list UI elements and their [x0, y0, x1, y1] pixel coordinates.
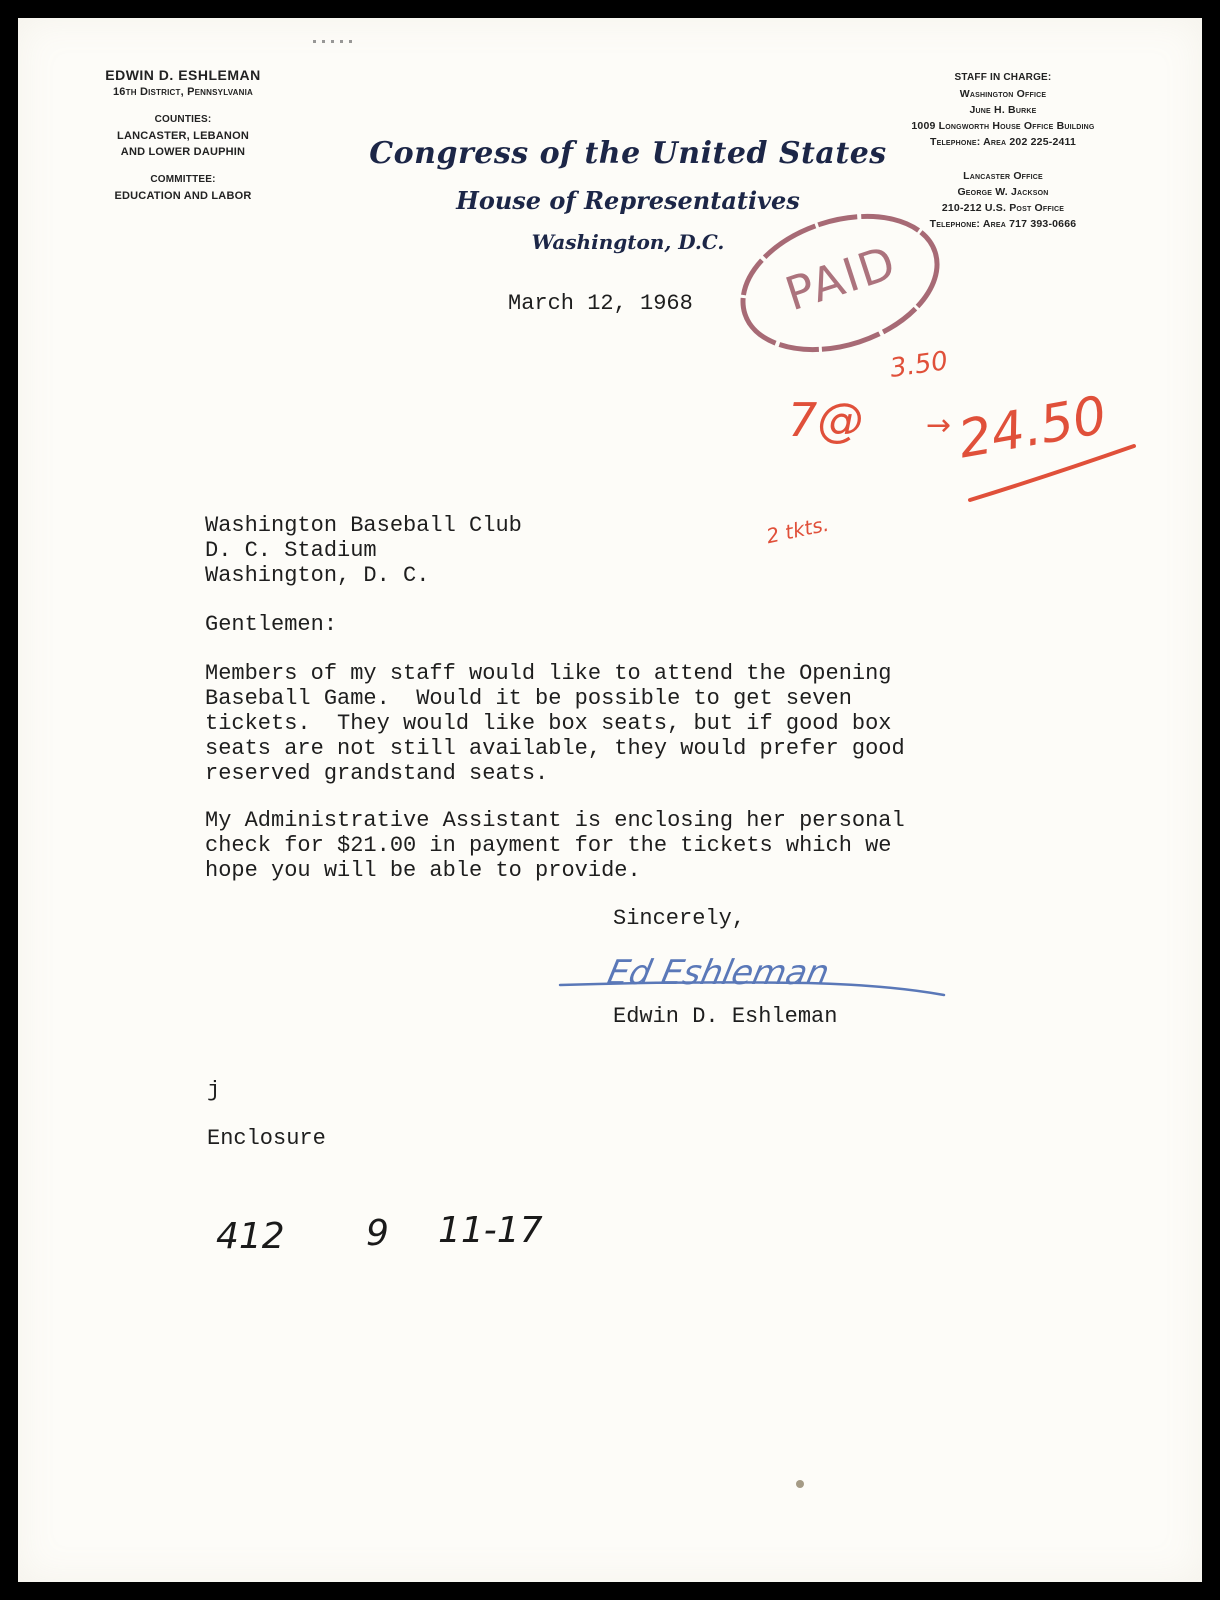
washington-address: 1009 Longworth House Office Building: [911, 120, 1095, 132]
body-line: Members of my staff would like to attend the Opening: [205, 661, 892, 686]
paid-stamp-text: PAID: [778, 234, 904, 322]
staff-label: STAFF IN CHARGE:: [954, 72, 1052, 83]
annotation-qty: 7@: [788, 393, 864, 447]
paper-speck: [796, 1480, 804, 1488]
body-line: check for $21.00 in payment for the tickets which we: [205, 833, 892, 858]
body-line: hope you will be able to provide.: [205, 858, 641, 883]
committee-label: COMMITTEE:: [150, 174, 216, 185]
handwritten-number: 11-17: [438, 1210, 543, 1251]
letterhead-title: Congress of the United States: [369, 136, 887, 171]
letterhead-city: Washington, D.C.: [531, 230, 725, 254]
letterhead-left: [73, 66, 293, 204]
closing: Sincerely,: [613, 906, 746, 931]
salutation: Gentlemen:: [205, 612, 338, 637]
lancaster-address: 210-212 U.S. Post Office: [941, 202, 1065, 214]
body-line: seats are not still available, they would prefer good: [205, 736, 905, 761]
annotation-note: 2 tkts.: [764, 511, 831, 549]
washington-phone: Telephone: Area 202 225-2411: [929, 136, 1077, 148]
signature: Ed Eshleman: [603, 953, 833, 993]
counties-line2: AND LOWER DAUPHIN: [120, 146, 246, 158]
district: 16th District, Pennsylvania: [112, 86, 253, 98]
annotation-price: 3.50: [888, 346, 950, 384]
body-paragraph-2: [205, 808, 905, 883]
lancaster-phone: Telephone: Area 717 393-0666: [929, 218, 1077, 230]
signature-stroke: [558, 973, 948, 1003]
body-line: My Administrative Assistant is enclosing her personal: [205, 808, 905, 833]
counties-label: COUNTIES:: [154, 114, 212, 125]
committee: EDUCATION AND LABOR: [114, 190, 252, 202]
lancaster-office: Lancaster Office: [963, 170, 1043, 182]
annotation-total: 24.50: [953, 385, 1111, 471]
letter-date: March 12, 1968: [508, 291, 693, 316]
signer-name: Edwin D. Eshleman: [613, 1004, 838, 1029]
washington-staff: June H. Burke: [969, 104, 1037, 116]
annotation-underline: [968, 438, 1138, 508]
body-line: Baseball Game. Would it be possible to get seven: [205, 686, 852, 711]
paper-speck: [313, 40, 353, 43]
handwritten-number: 9: [366, 1213, 389, 1254]
washington-office: Washington Office: [959, 88, 1047, 100]
letterhead-subtitle: House of Representatives: [456, 186, 800, 215]
typist-initials: j: [207, 1078, 221, 1103]
address-line: D. C. Stadium: [205, 538, 377, 563]
lancaster-staff: George W. Jackson: [957, 186, 1049, 198]
body-line: tickets. They would like box seats, but if good box: [205, 711, 892, 736]
annotation-arrow: →: [926, 408, 952, 443]
body-paragraph-1: [205, 661, 905, 786]
inside-address: [205, 513, 522, 588]
congressman-name: EDWIN D. ESHLEMAN: [105, 67, 261, 83]
enclosure-note: Enclosure: [207, 1126, 326, 1151]
letter-page: [18, 18, 1202, 1582]
paid-stamp: [736, 213, 946, 353]
counties-line1: LANCASTER, LEBANON: [117, 130, 249, 142]
letterhead-right: [873, 70, 1133, 232]
handwritten-number: 412: [216, 1216, 285, 1257]
body-line: reserved grandstand seats.: [205, 761, 549, 786]
address-line: Washington, D. C.: [205, 563, 430, 588]
address-line: Washington Baseball Club: [205, 513, 522, 538]
